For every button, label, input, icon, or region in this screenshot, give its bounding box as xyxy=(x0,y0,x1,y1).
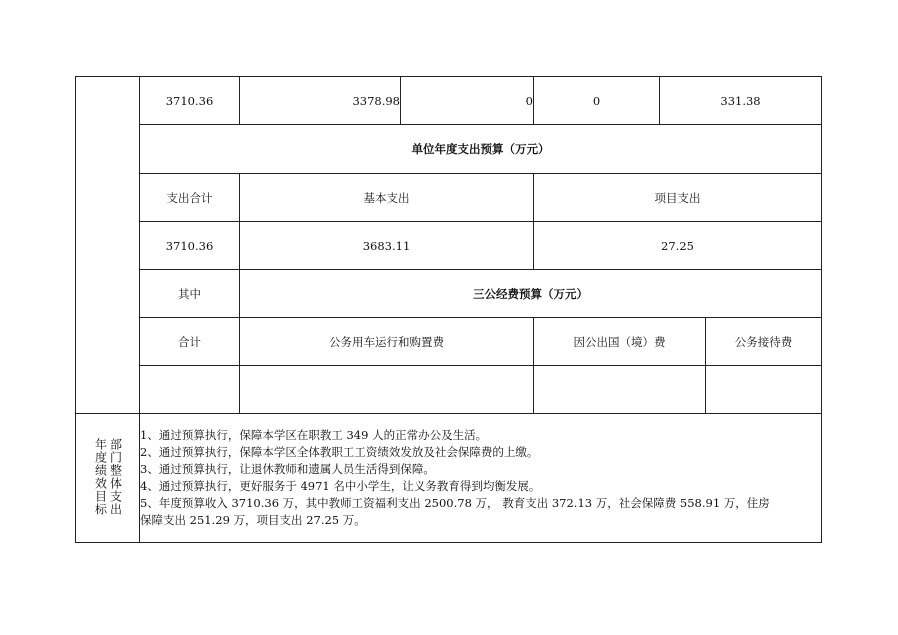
three-value-row xyxy=(76,366,822,414)
expend-title: 单位年度支出预算（万元） xyxy=(140,125,822,174)
expend-value-basic: 3683.11 xyxy=(240,222,534,270)
expend-value-project: 27.25 xyxy=(534,222,822,270)
goals-side-label xyxy=(76,414,140,543)
three-header-reception: 公务接待费 xyxy=(706,318,822,366)
goal-line: 5、年度预算收入 3710.36 万，其中教师工资福利支出 2500.78 万， 教育支出 372.13 万，社会保障费 558.91 万，住房 xyxy=(140,496,770,510)
three-expense-title: 三公经费预算（万元） xyxy=(240,270,822,318)
income-col-5: 331.38 xyxy=(660,77,822,125)
three-header-row xyxy=(76,318,822,366)
three-value-abroad xyxy=(534,366,706,414)
goal-line: 1、通过预算执行，保障本学区在职教工 349 人的正常办公及生活。 xyxy=(140,428,488,442)
expend-value-row xyxy=(76,222,822,270)
three-value-total xyxy=(140,366,240,414)
goal-line: 3、通过预算执行，让退休教师和遗属人员生活得到保障。 xyxy=(140,462,435,476)
expend-header-total: 支出合计 xyxy=(140,174,240,222)
three-value-vehicle xyxy=(240,366,534,414)
three-header-total: 合计 xyxy=(140,318,240,366)
three-header-abroad: 因公出国（境）费 xyxy=(534,318,706,366)
of-which-label: 其中 xyxy=(140,270,240,318)
income-col-4: 0 xyxy=(534,77,660,125)
budget-table xyxy=(75,76,822,543)
side-cell-blank xyxy=(76,77,140,414)
goal-line: 4、通过预算执行，更好服务于 4971 名中小学生，让义务教育得到均衡发展。 xyxy=(140,479,541,493)
goals-text xyxy=(140,414,822,543)
goal-line: 保障支出 251.29 万，项目支出 27.25 万。 xyxy=(140,513,366,527)
three-header-vehicle: 公务用车运行和购置费 xyxy=(240,318,534,366)
side-label-col1: 部门整体支出 xyxy=(108,437,123,516)
goals-row xyxy=(76,414,822,543)
three-value-reception xyxy=(706,366,822,414)
side-label-col2: 年度绩效目标 xyxy=(93,437,108,516)
expend-header-project: 项目支出 xyxy=(534,174,822,222)
expend-header-basic: 基本支出 xyxy=(240,174,534,222)
goal-line: 2、通过预算执行，保障本学区全体教职工工资绩效发放及社会保障费的上缴。 xyxy=(140,445,539,459)
income-total: 3710.36 xyxy=(140,77,240,125)
expend-value-total: 3710.36 xyxy=(140,222,240,270)
expend-header-row xyxy=(76,174,822,222)
income-col-2: 3378.98 xyxy=(240,77,401,125)
income-row xyxy=(76,77,822,125)
income-col-3: 0 xyxy=(401,77,534,125)
